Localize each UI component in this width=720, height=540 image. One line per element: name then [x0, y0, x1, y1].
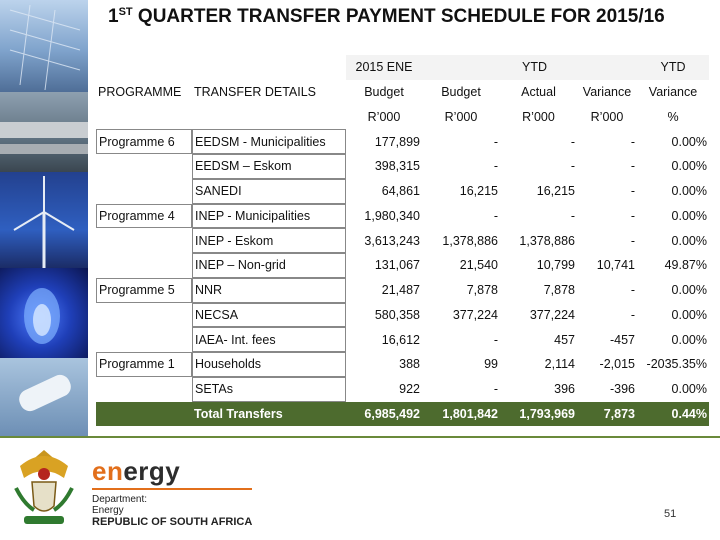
cell-ene: 131,067: [374, 258, 420, 273]
brand-underline: [92, 488, 252, 490]
cell-ene: 21,487: [381, 283, 420, 298]
cell-budget: 1,378,886: [442, 233, 498, 248]
cell-detail: EEDSM - Municipalities: [192, 129, 346, 154]
cell-pct: 0.00%: [671, 134, 707, 149]
cell-actual: 2,114: [544, 357, 575, 372]
cell-pct: 0.00%: [671, 382, 707, 397]
cell-actual: -: [570, 159, 575, 174]
cell-budget: 21,540: [459, 258, 498, 273]
cell-actual: -: [570, 208, 575, 223]
header-row-1: [96, 55, 709, 80]
cell-ene: 388: [399, 357, 420, 372]
cell-variance: -: [630, 134, 635, 149]
solar-panel-image: [0, 0, 88, 92]
cell-budget: -: [493, 332, 498, 347]
cell-ene: 922: [399, 382, 420, 397]
table-row: [96, 204, 709, 229]
header-transfer-details: TRANSFER DETAILS: [194, 85, 317, 100]
header-ytd-pct: YTD: [637, 55, 709, 80]
cell-variance: -: [630, 184, 635, 199]
transfer-schedule-table: [96, 55, 709, 426]
cell-programme: Programme 4: [96, 204, 192, 229]
cell-programme: [96, 253, 192, 278]
cell-pct: 0.00%: [671, 307, 707, 322]
cell-programme: Programme 1: [96, 352, 192, 377]
header-ene: 2015 ENE: [346, 55, 422, 80]
table-row: [96, 278, 709, 303]
cell-programme: [96, 377, 192, 402]
cell-ene: 3,613,243: [364, 233, 420, 248]
lightbulb-image: [0, 358, 88, 436]
cell-budget: 16,215: [459, 184, 498, 199]
cell-variance: 10,741: [596, 258, 635, 273]
cell-detail: INEP - Eskom: [192, 228, 346, 253]
table-row: [96, 179, 709, 204]
header-ytd: YTD: [500, 55, 577, 80]
cell-variance: -457: [609, 332, 635, 347]
cell-actual: 7,878: [543, 283, 575, 298]
table-row: [96, 228, 709, 253]
cell-detail: NECSA: [192, 303, 346, 328]
table-row: [96, 154, 709, 179]
cell-programme: [96, 154, 192, 179]
energy-department-logo: energy Department: Energy REPUBLIC OF SOUTH AFRICA: [92, 456, 253, 528]
cell-budget: -: [493, 134, 498, 149]
cell-pct: 0.00%: [671, 208, 707, 223]
total-row: Total Transfers 6,985,492 1,801,842 1,793,969 7,873 0.44%: [96, 402, 709, 427]
cell-programme: [96, 179, 192, 204]
cell-budget: -: [493, 159, 498, 174]
cell-detail: NNR: [192, 278, 346, 303]
cell-variance: -: [630, 208, 635, 223]
cell-actual: 10,799: [536, 258, 575, 273]
cell-ene: 580,358: [374, 307, 420, 322]
cell-budget: 377,224: [452, 307, 498, 322]
cell-budget: -: [493, 208, 498, 223]
cell-pct: 0.00%: [671, 332, 707, 347]
table-row: [96, 377, 709, 402]
cell-detail: Households: [192, 352, 346, 377]
header-row-2: PROGRAMME TRANSFER DETAILS Budget Budget Actual Variance Variance: [96, 80, 709, 105]
cell-pct: 0.00%: [671, 159, 707, 174]
cell-ene: 64,861: [381, 184, 420, 199]
table-row: [96, 327, 709, 352]
cell-variance: -: [630, 159, 635, 174]
page-number: 51: [664, 508, 677, 520]
header-programme: PROGRAMME: [98, 85, 182, 100]
cell-pct: -2035.35%: [646, 357, 707, 372]
coat-of-arms-logo: [6, 444, 82, 532]
cell-variance: -: [630, 283, 635, 298]
cell-ene: 177,899: [374, 134, 420, 149]
cell-pct: 0.00%: [671, 184, 707, 199]
cell-budget: -: [493, 382, 498, 397]
cell-pct: 49.87%: [664, 258, 707, 273]
cell-actual: 1,378,886: [519, 233, 575, 248]
cell-programme: [96, 303, 192, 328]
total-label: Total Transfers: [194, 406, 283, 421]
cell-ene: 398,315: [374, 159, 420, 174]
cell-ene: 1,980,340: [364, 208, 420, 223]
cell-actual: 377,224: [529, 307, 575, 322]
table-row: [96, 253, 709, 278]
cell-detail: SANEDI: [192, 179, 346, 204]
wind-turbine-image: [0, 172, 88, 268]
page-title: 1ST QUARTER TRANSFER PAYMENT SCHEDULE FOR 2015/16: [108, 6, 665, 27]
cell-programme: Programme 6: [96, 129, 192, 154]
cell-detail: IAEA- Int. fees: [192, 327, 346, 352]
cell-detail: EEDSM – Eskom: [192, 154, 346, 179]
cell-ene: 16,612: [381, 332, 420, 347]
cell-detail: INEP - Municipalities: [192, 204, 346, 229]
cell-programme: [96, 327, 192, 352]
cell-programme: Programme 5: [96, 278, 192, 303]
footer-divider: [0, 436, 720, 438]
cell-variance: -: [630, 233, 635, 248]
pipeline-image: [0, 92, 88, 172]
cell-actual: 16,215: [536, 184, 575, 199]
cell-pct: 0.00%: [671, 283, 707, 298]
cell-budget: 99: [484, 357, 498, 372]
table-row: [96, 352, 709, 377]
cell-budget: 7,878: [466, 283, 498, 298]
energy-wordmark: energy: [92, 456, 181, 486]
cell-actual: 457: [554, 332, 575, 347]
cell-detail: INEP – Non-grid: [192, 253, 346, 278]
table-row: [96, 303, 709, 328]
cell-detail: SETAs: [192, 377, 346, 402]
cell-programme: [96, 228, 192, 253]
photo-strip: [0, 0, 88, 436]
cell-variance: -2,015: [599, 357, 635, 372]
table-row: [96, 129, 709, 154]
cell-pct: 0.00%: [671, 233, 707, 248]
cell-variance: -396: [609, 382, 635, 397]
cell-actual: 396: [554, 382, 575, 397]
gas-flame-image: [0, 268, 88, 358]
cell-actual: -: [570, 134, 575, 149]
header-row-3: R’000 R’000 R’000 R’000 %: [367, 109, 679, 124]
cell-variance: -: [630, 307, 635, 322]
